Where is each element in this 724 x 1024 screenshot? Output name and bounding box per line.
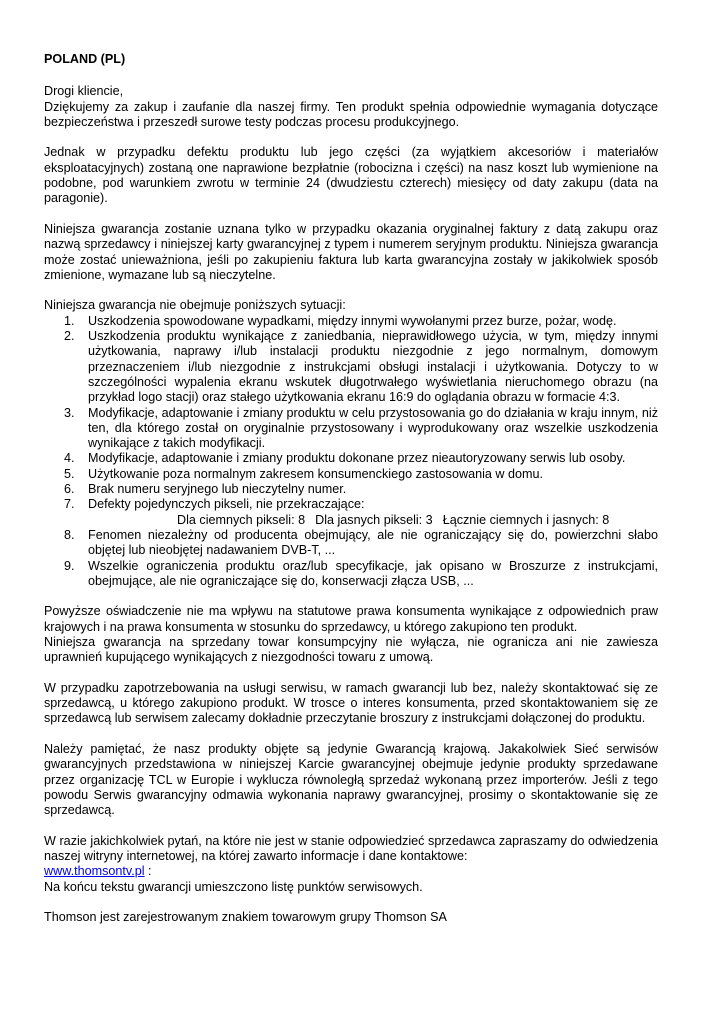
website-link[interactable]: www.thomsontv.pl (44, 864, 145, 879)
list-item (44, 497, 658, 512)
website-suffix: : (144, 864, 152, 879)
exclusions-intro: Niniejsza gwarancja nie obejmuje poniższych sytuacji: (44, 298, 346, 313)
trademark-note: Thomson jest zarejestrowanym znakiem towarowym grupy Thomson SA (44, 910, 447, 925)
statutory-paragraph-2: Niniejsza gwarancja na sprzedany towar konsumpcyjny nie wyłącza, nie ogranicza ani nie zawiesza uprawnień kupującego wynikających z niezgodności towaru z umową. (44, 634, 658, 665)
list-number: 8. (64, 527, 75, 542)
list-number: 7. (64, 497, 75, 512)
list-text: Uszkodzenia produktu wynikające z zaniedbania, nieprawidłowego użycia, w tym, między innymi użytkowania, naprawy i/lub instalacji produktu niezgodnie z jego normalnym, domowym przeznaczeniem i/lub niezgodnie z instrukcjami obsługi instalacji i użytkowania. Dotyczy to w szczególności wypalenia ekranu wskutek długotrwałego wyświetlania nieruchomego obrazu (na przykład logo stacji) oraz stałego użytkowania ekranu 16:9 do oglądania obrazu w formacie 4:3. (88, 329, 658, 405)
invoice-paragraph: Niniejsza gwarancja zostanie uznana tylko w przypadku okazania oryginalnej faktury z datą zakupu oraz nazwą sprzedawcy i niniejszej karty gwarancyjnej z typem i numerem seryjnym produktu. Niniejsza gwarancja może zostać unieważniona, jeśli po zakupieniu faktura lub karta gwarancyjna zostały w jakikolwiek sposób zmienione, wymazane lub są nieczytelne. (44, 221, 658, 282)
list-item (44, 482, 658, 497)
list-item (44, 329, 658, 405)
list-item (44, 528, 658, 559)
statutory-paragraph-1: Powyższe oświadczenie nie ma wpływu na statutowe prawa konsumenta wynikające z odpowiednich praw krajowych i na prawa konsumenta w stosunku do sprzedawcy, u którego zakupiono ten produkt. (44, 604, 658, 634)
list-item (44, 406, 658, 452)
list-text: Brak numeru seryjnego lub nieczytelny numer. (88, 482, 347, 497)
greeting: Drogi kliencie, (44, 84, 124, 99)
list-number: 9. (64, 558, 75, 573)
service-paragraph: W przypadku zapotrzebowania na usługi serwisu, w ramach gwarancji lub bez, należy skontaktować się ze sprzedawcą, u którego zakupiono produkt. W trosce o interes konsumenta, przed skontaktowaniem się ze sprzedawcą lub serwisem zalecamy dokładnie przeczytanie broszury z instrukcjami dołączonej do produktu. (44, 680, 658, 726)
list-number: 1. (64, 313, 75, 328)
list-number: 3. (64, 405, 75, 420)
service-list-note: Na końcu tekstu gwarancji umieszczono listę punktów serwisowych. (44, 879, 423, 894)
list-number: 4. (64, 451, 75, 466)
list-item (44, 467, 658, 482)
website-line (44, 864, 658, 879)
list-number: 5. (64, 466, 75, 481)
list-item (44, 314, 658, 329)
list-text: Użytkowanie poza normalnym zakresem konsumenckiego zastosowania w domu. (88, 466, 543, 481)
list-text: Modyfikacje, adaptowanie i zmiany produktu dokonane przez nieautoryzowany serwis lub osoby. (88, 451, 626, 466)
page-title: POLAND (PL) (44, 52, 126, 66)
list-text: Defekty pojedynczych pikseli, nie przekraczające: (88, 497, 365, 512)
pixel-defect-limits (44, 513, 658, 528)
list-text: Fenomen niezależny od producenta obejmujący, ale nie ograniczający się do, powierzchni słabo objętej lub nieobjętej nadawaniem DVB-T, ... (88, 527, 658, 558)
list-text: Uszkodzenia spowodowane wypadkami, między innymi wywołanymi przez burze, pożar, wodę. (88, 313, 617, 328)
list-number: 6. (64, 482, 75, 497)
warranty-document (44, 52, 658, 926)
list-item (44, 451, 658, 466)
total-pixels-limit: Łącznie ciemnych i jasnych: 8 (442, 512, 610, 527)
exclusions-list (44, 314, 658, 589)
questions-paragraph: W razie jakichkolwiek pytań, na które nie jest w stanie odpowiedzieć sprzedawca zapraszamy do odwiedzenia naszej witryny internetowej, na której zawarto informacje i dane kontaktowe: (44, 833, 658, 864)
intro-paragraph: Dziękujemy za zakup i zaufanie dla naszej firmy. Ten produkt spełnia odpowiednie wymagania dotyczące bezpieczeństwa i przeszedł surowe testy podczas procesu produkcyjnego. (44, 99, 658, 129)
list-number: 2. (64, 329, 75, 344)
list-text: Wszelkie ograniczenia produktu oraz/lub specyfikacje, jak opisano w Broszurze z instrukcjami, obejmujące, ale nie ograniczające się do, konserwacji złącza USB, ... (88, 558, 658, 588)
list-item (44, 559, 658, 590)
national-warranty-paragraph: Należy pamiętać, że nasz produkty objęte są jedynie Gwarancją krajową. Jakakolwiek Sieć serwisów gwarancyjnych przedstawiona w niniejszej Karcie gwarancyjnej obejmuje jedynie produkty sprzedawane przez organizację TCL w Europie i wyklucza równoległą sprzedaż wykonaną przez importerów. Jeśli z tego powodu Serwis gwarancyjny odmawia wykonania naprawy gwarancyjnej, prosimy o skontaktowanie się ze sprzedawcą. (44, 742, 658, 818)
bright-pixels-limit: Dla jasnych pikseli: 3 (315, 512, 433, 527)
defect-paragraph: Jednak w przypadku defektu produktu lub jego części (za wyjątkiem akcesoriów i materiałów eksploatacyjnych) zostaną one naprawione bezpłatnie (robocizna i części) na nasz koszt lub wymienione na podobne, pod warunkiem zwrotu w terminie 24 (dwudziestu czterech) miesięcy od daty zakupu (data na paragonie). (44, 145, 658, 206)
list-text: Modyfikacje, adaptowanie i zmiany produktu w celu przystosowania go do działania w kraju innym, niż ten, dla którego został on oryginalnie przystosowany i wyprodukowany oraz wszelkie uszkodzenia wynikające z takich modyfikacji. (88, 405, 658, 451)
dark-pixels-limit: Dla ciemnych pikseli: 8 (177, 512, 306, 527)
